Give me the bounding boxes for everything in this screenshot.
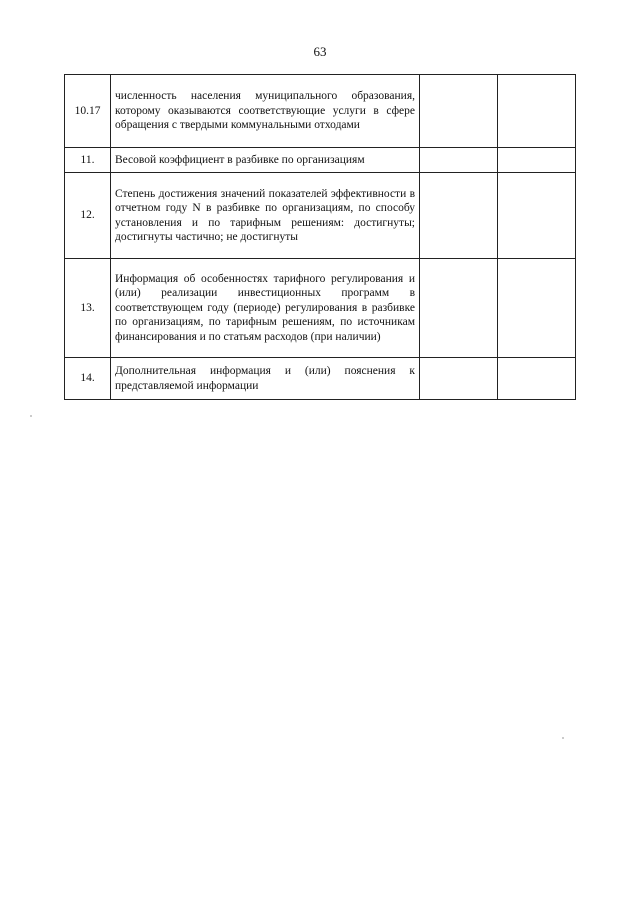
empty-cell	[420, 148, 498, 173]
row-description: Весовой коэффициент в разбивке по организациям	[111, 148, 420, 173]
row-description: Степень достижения значений показателей эффективности в отчетном году N в разбивке по организациям, по способу установления и по тарифным решениям: достигнуты; достигнуты частично; не достигнуты	[111, 173, 420, 259]
row-number: 14.	[65, 358, 111, 400]
row-number: 12.	[65, 173, 111, 259]
indicators-table	[64, 74, 576, 400]
empty-cell	[498, 358, 576, 400]
empty-cell	[420, 259, 498, 358]
row-description: численность населения муниципального образования, которому оказываются соответствующие услуги в сфере обращения с твердыми коммунальными отходами	[111, 75, 420, 148]
row-number: 11.	[65, 148, 111, 173]
empty-cell	[498, 173, 576, 259]
empty-cell	[420, 173, 498, 259]
row-number: 10.17	[65, 75, 111, 148]
table-row	[65, 148, 576, 173]
row-description: Дополнительная информация и (или) пояснения к представляемой информации	[111, 358, 420, 400]
empty-cell	[498, 148, 576, 173]
row-description: Информация об особенностях тарифного регулирования и (или) реализации инвестиционных программ в соответствующем году (периоде) регулирования в разбивке по организациям, по тарифным решениям, по источникам финансирования и по статьям расходов (при наличии)	[111, 259, 420, 358]
empty-cell	[498, 259, 576, 358]
empty-cell	[420, 75, 498, 148]
empty-cell	[498, 75, 576, 148]
scan-speck	[30, 415, 32, 417]
page-number: 63	[313, 44, 327, 59]
empty-cell	[420, 358, 498, 400]
row-number: 13.	[65, 259, 111, 358]
table-row	[65, 259, 576, 358]
table-row	[65, 173, 576, 259]
table-row	[65, 75, 576, 148]
scan-speck	[562, 737, 564, 739]
table-row	[65, 358, 576, 400]
